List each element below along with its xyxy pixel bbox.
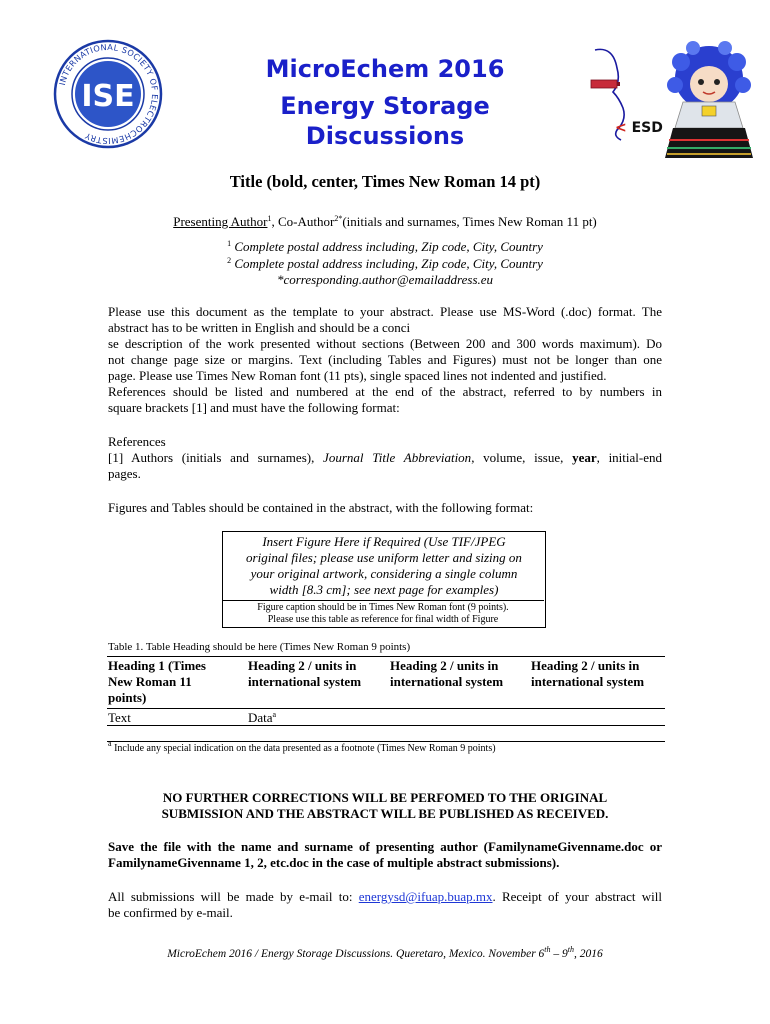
table-footnote: $^a$ Include any special indication on the data presented as a footnote (Times New Roman 9 points) xyxy=(108,739,496,754)
journal-abbreviation: Journal Title Abbreviation xyxy=(323,450,472,465)
conference-subtitle-line1: Energy Storage xyxy=(280,92,490,120)
table-caption: Table 1. Table Heading should be here (Times New Roman 9 points) xyxy=(108,641,411,653)
table-header-cell: Heading 2 / units in international system xyxy=(531,658,645,689)
affiliation-1: $^1$ Complete postal address including, Zip code, City, Country xyxy=(227,239,543,254)
table-top-rule xyxy=(107,656,665,657)
body-line: se description of the work presented without sections (Between 200 and 300 words maximum). Do xyxy=(108,336,662,351)
references-heading: References xyxy=(108,434,166,449)
author-line xyxy=(0,214,770,230)
references-section xyxy=(108,434,662,482)
presenting-author: Presenting Author xyxy=(173,214,268,229)
submission-info: All submissions will be made by e-mail to: energysd@ifuap.buap.mx. Receipt of your abstract will be confirmed by e-mail. xyxy=(108,889,662,920)
body-line: page. Please use Times New Roman font (11 pts), single spaced lines not indented and justified. xyxy=(108,368,607,383)
table-bottom-rule xyxy=(107,725,665,726)
body-line: square brackets [1] and must have the following format: xyxy=(108,400,400,415)
ise-logo-graphic xyxy=(52,38,164,150)
table-header-cell: Heading 2 / units in international system xyxy=(390,658,504,689)
figure-placeholder-box xyxy=(222,531,546,628)
table-footnote-rule xyxy=(107,741,665,742)
save-file-instructions: Save the file with the name and surname of presenting author (FamilynameGivenname.doc or FamilynameGivenname 1, 2, etc.doc in the case of multiple abstract submissions). xyxy=(108,839,662,870)
esd-logo xyxy=(583,40,768,160)
ise-ring-text: INTERNATIONAL SOCIETY OF ELECTROCHEMISTRY xyxy=(56,41,161,147)
instructions-paragraph xyxy=(108,304,662,416)
table-header-cell: Heading 2 / units in international system xyxy=(248,658,362,689)
affiliation-2: $^2$ Complete postal address including, Zip code, City, Country xyxy=(227,256,543,271)
reference-item-line2: pages. xyxy=(108,466,141,481)
abstract-title: Title (bold, center, Times New Roman 14 pt) xyxy=(229,172,541,191)
conference-name: MicroEchem 2016 xyxy=(265,55,505,83)
co-author: , Co-Author xyxy=(271,214,335,229)
body-line: not change page size or margins. Text (including Tables and Figures) must not be longer than one xyxy=(108,352,662,367)
figure-placeholder-text: Insert Figure Here if Required (Use TIF/JPEG original files; please use uniform letter and sizing on your original artwork, considering a single column width [8.3 cm]; see next page for examples) xyxy=(246,534,522,597)
submission-email-link[interactable]: energysd@ifuap.buap.mx xyxy=(358,889,493,904)
ise-abbr: ISE xyxy=(81,79,135,114)
esd-mascot-graphic xyxy=(583,40,768,160)
figures-intro: Figures and Tables should be contained in the abstract, with the following format: xyxy=(108,500,534,515)
corresponding-email: *corresponding.author@emailaddress.eu xyxy=(276,272,494,287)
reference-year: year xyxy=(572,450,597,465)
no-corrections-notice: NO FURTHER CORRECTIONS WILL BE PERFOMED TO THE ORIGINAL SUBMISSION AND THE ABSTRACT WILL BE PUBLISHED AS RECEIVED. xyxy=(161,790,609,821)
reference-item: [1] Authors (initials and surnames), Journal Title Abbreviation, volume, issue, year, initial-end xyxy=(108,450,662,465)
conference-subtitle-line2: Discussions xyxy=(305,122,465,150)
table-cell: Text xyxy=(108,710,131,725)
table-header-rule xyxy=(107,708,665,709)
body-line: abstract has to be written in English and should be a conci xyxy=(108,320,411,335)
table-cell: Data$^a$ xyxy=(248,710,277,725)
author-sup-1: 1 xyxy=(267,214,272,223)
page-footer: MicroEchem 2016 / Energy Storage Discussions. Queretaro, Mexico. November 6th – 9th, 2016 xyxy=(167,945,603,960)
author-sup-2: 2* xyxy=(334,214,343,223)
figure-caption: Figure caption should be in Times New Roman font (9 points). Please use this table as reference for final width of Figure xyxy=(222,600,544,628)
body-line: Please use this document as the template to your abstract. Please use MS-Word (.doc) format. The xyxy=(108,304,662,319)
author-format-note: (initials and surnames, Times New Roman 11 pt) xyxy=(342,214,597,229)
table-header-cell: Heading 1 (Times New Roman 11 points) xyxy=(108,658,206,705)
esd-logo-text: < ESD xyxy=(615,120,663,136)
body-line: References should be listed and numbered at the end of the abstract, referred to by numbers in xyxy=(108,384,662,399)
ise-logo xyxy=(52,38,164,150)
